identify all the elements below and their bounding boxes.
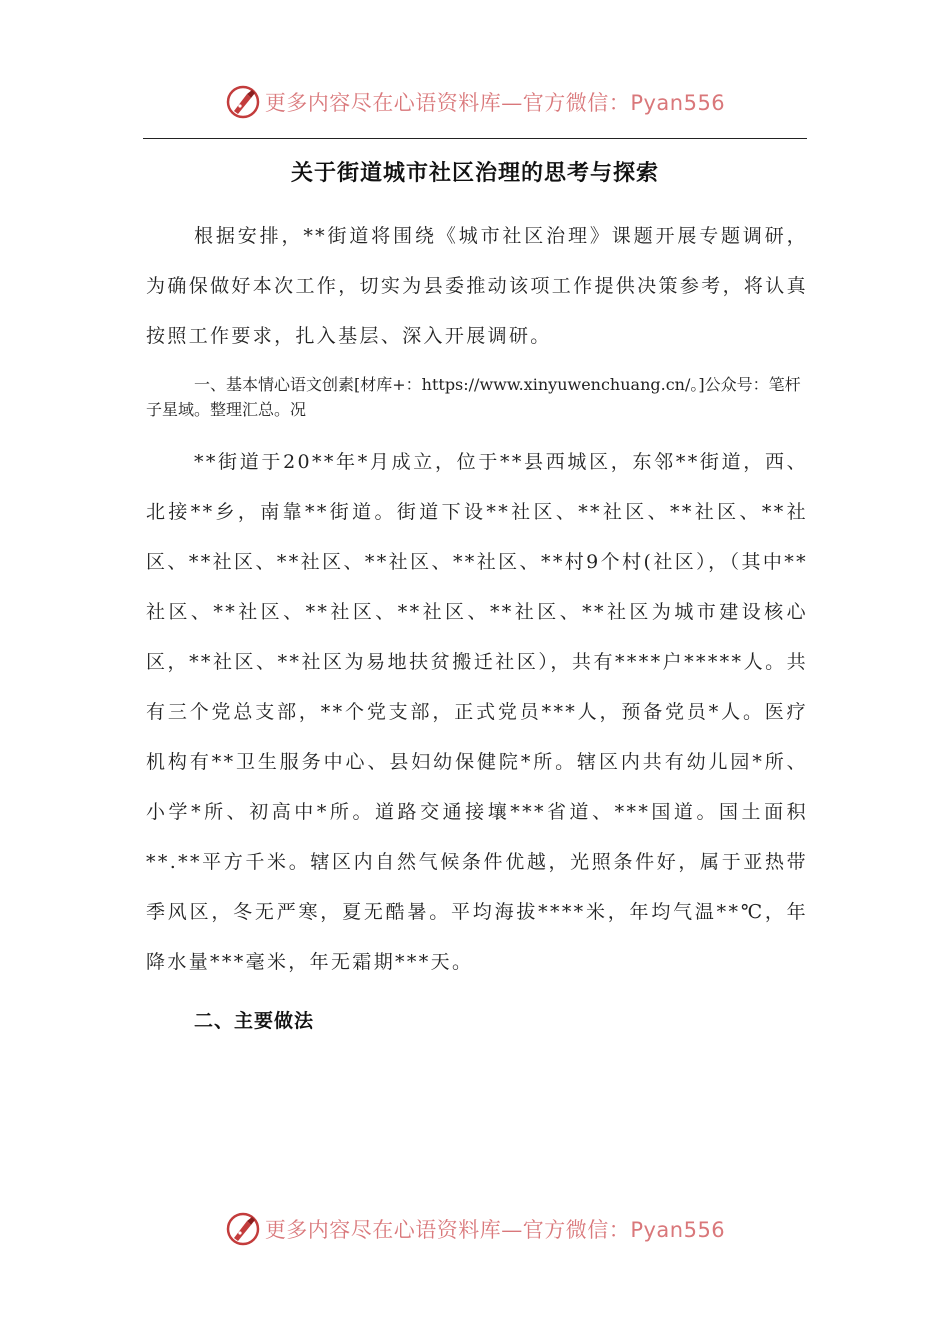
intro-paragraph: 根据安排，**街道将围绕《城市社区治理》课题开展专题调研，为确保做好本次工作，切实为县委推动该项工作提供决策参考，将认真按照工作要求，扎入基层、深入开展调研。 xyxy=(146,225,808,347)
pen-nib-logo-icon xyxy=(225,84,261,120)
header-rule xyxy=(143,138,807,139)
section-one-heading: 一、基本情心语文创素[材库+：https://www.xinyuwenchuang.cn/。]公众号：笔杆子星域。整理汇总。况 xyxy=(146,375,801,419)
watermark-text: 更多内容尽在心语资料库—官方微信： xyxy=(264,91,631,115)
document-title: 关于街道城市社区治理的思考与探索 xyxy=(290,160,659,186)
situation-paragraph: **街道于20**年*月成立，位于**县西城区，东邻**街道，西、北接**乡，南靠**街道。街道下设**社区、**社区、**社区、**社区、**社区、**社区、**社区、**社区、**村9个村(社区），（其中**社区、**社区、**社区、**社区、**社区、**社区为城市建设核心区，**社区、**社区为易地扶贫搬迁社区），共有****户*****人。共有三个党总支部，**个党支部，正式党员***人，预备党员*人。医疗机构有**卫生服务中心、县妇幼保健院*所。辖区内共有幼儿园*所、小学*所、初高中*所。道路交通接壤***省道、***国道。国土面积**.**平方千米。辖区内自然气候条件优越，光照条件好，属于亚热带季风区，冬无严寒，夏无酷暑。平均海拔****米，年均气温**℃，年降水量***毫米，年无霜期***天。 xyxy=(146,451,808,973)
header-watermark xyxy=(0,84,950,120)
watermark-text: 更多内容尽在心语资料库—官方微信： xyxy=(264,1218,631,1242)
watermark-id: Pyan556 xyxy=(630,91,726,115)
watermark-id: Pyan556 xyxy=(630,1218,726,1242)
pen-nib-logo-icon xyxy=(225,1211,261,1247)
footer-watermark xyxy=(0,1211,950,1247)
section-two-heading: 二、主要做法 xyxy=(194,1010,315,1032)
